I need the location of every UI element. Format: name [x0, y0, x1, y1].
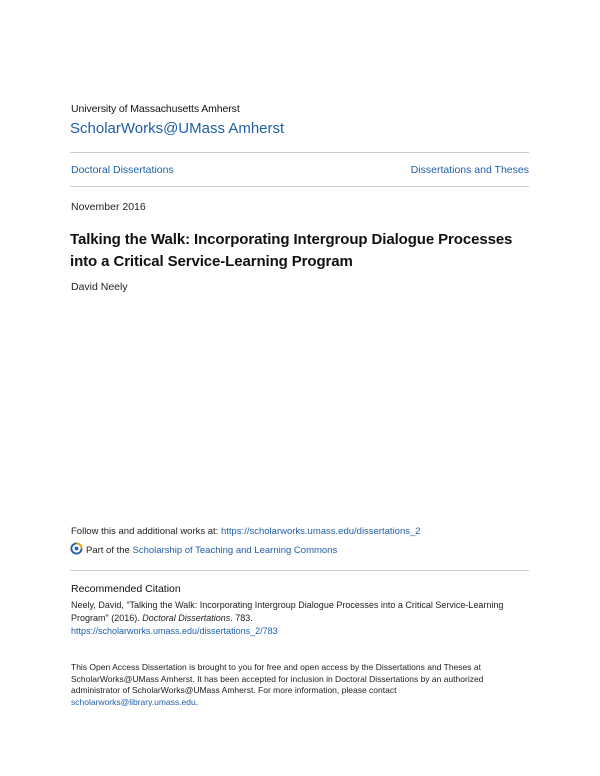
citation-url-link[interactable]: https://scholarworks.umass.edu/dissertations_2/783 — [71, 626, 278, 636]
citation-body — [71, 599, 531, 638]
divider-top — [70, 152, 529, 153]
contact-suffix: . — [195, 696, 199, 707]
access-notice-text: This Open Access Dissertation is brought to you for free and open access by the Dissertations and Theses at ScholarWorks@UMass Amherst. It has been accepted for inclusion in Doctoral Dissertations by an authorized administrator of ScholarWorks@UMass Amherst. For more information, please contact — [71, 662, 484, 695]
title-line-2: into a Critical Service-Learning Program — [70, 253, 353, 270]
citation-text: Neely, David, "Talking the Walk: Incorporating Intergroup Dialogue Processes into a Critical Service-Learning Program" (2016). — [71, 600, 504, 623]
part-of-line — [86, 545, 337, 556]
citation-number: . 783. — [230, 613, 253, 623]
publication-date: November 2016 — [71, 201, 146, 213]
partof-prefix: Part of the — [86, 545, 133, 556]
divider-citation — [70, 570, 529, 571]
open-access-icon — [70, 542, 83, 555]
contact-email-link[interactable]: scholarworks@library.umass.edu — [71, 696, 196, 707]
title-line-1: Talking the Walk: Incorporating Intergroup Dialogue Processes — [70, 231, 513, 248]
divider-nav — [70, 186, 529, 187]
dissertations-and-theses-link[interactable]: Dissertations and Theses — [410, 164, 529, 176]
doctoral-dissertations-link[interactable]: Doctoral Dissertations — [71, 164, 174, 176]
repository-link[interactable]: ScholarWorks@UMass Amherst — [70, 120, 285, 137]
author-name: David Neely — [71, 281, 128, 293]
follow-url-link[interactable]: https://scholarworks.umass.edu/dissertations_2 — [220, 526, 421, 537]
institution-name: University of Massachusetts Amherst — [71, 103, 240, 115]
commons-link[interactable]: Scholarship of Teaching and Learning Commons — [132, 545, 338, 556]
follow-line — [71, 526, 421, 537]
follow-prefix: Follow this and additional works at: — [71, 526, 221, 537]
citation-series: Doctoral Dissertations — [142, 613, 231, 623]
document-title — [70, 229, 540, 273]
access-notice — [71, 662, 531, 708]
citation-heading: Recommended Citation — [71, 583, 181, 595]
